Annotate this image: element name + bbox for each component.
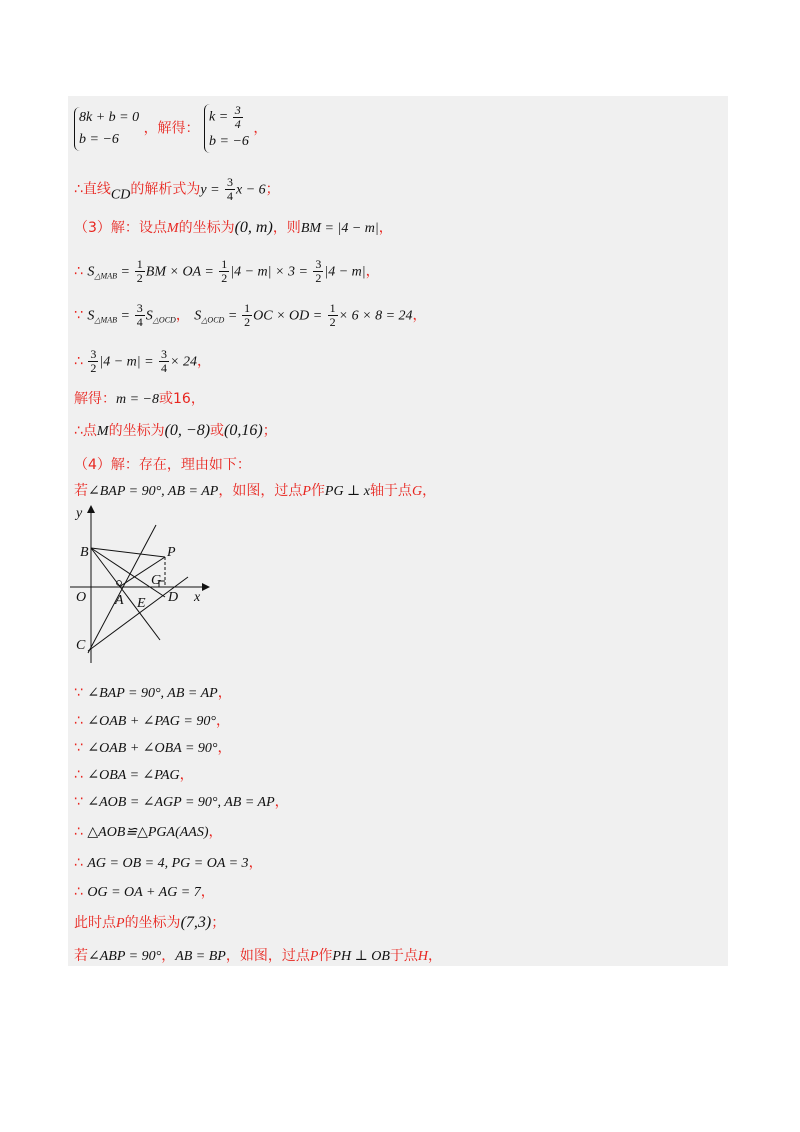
math: S — [87, 308, 95, 324]
therefore-symbol: ∴ — [74, 855, 83, 871]
equation-m-line — [74, 348, 211, 375]
math: ∠OBA = ∠PAG — [87, 768, 180, 783]
math: OC × OD = — [253, 308, 323, 324]
math: m = −8 — [116, 392, 160, 407]
fraction: $\frac{1}{2}$ — [221, 257, 228, 285]
math: |4 − m| = — [99, 354, 154, 370]
math: G — [411, 484, 423, 499]
fraction: $\frac{3}{4}$ — [227, 175, 233, 203]
label-a: A — [115, 593, 124, 608]
subscript: △OCD — [201, 315, 225, 325]
math: OG = OA + AG = 7 — [87, 885, 201, 900]
text: 的解析式为 — [130, 181, 201, 198]
part-4-line — [74, 455, 251, 475]
subscript: △MAB — [94, 315, 117, 325]
fraction: $\frac{3}{2}$ — [90, 347, 97, 375]
solution-system — [204, 104, 249, 153]
area-mab-line — [74, 258, 380, 287]
therefore-symbol: ∴ — [74, 824, 83, 840]
because-symbol: ∵ — [74, 740, 83, 756]
therefore-symbol: ∴ — [74, 713, 83, 729]
math: |4 − m| × 3 = — [230, 264, 308, 280]
math: CD — [110, 187, 131, 203]
therefore-symbol: ∴ — [74, 263, 83, 280]
point-p-coords-line — [74, 913, 225, 934]
proof-line — [74, 853, 263, 874]
math: AG = OB = 4, PG = OA = 3 — [87, 856, 249, 871]
label-d: D — [168, 590, 179, 605]
because-symbol: ∵ — [74, 794, 83, 810]
math: (0,16) — [224, 422, 263, 439]
math: (0, −8) — [164, 422, 211, 439]
label-g: G — [151, 573, 162, 588]
math: ∠ABP = 90° — [88, 949, 162, 964]
part-3-line — [74, 218, 393, 239]
math: ∠OAB + ∠PAG = 90° — [87, 714, 216, 729]
label-x: x — [194, 590, 201, 605]
math: BM × OA = — [145, 264, 214, 280]
punct: ， — [217, 740, 232, 756]
text: 若 — [74, 483, 88, 499]
text: ，则 — [272, 220, 301, 236]
punct: ； — [211, 915, 226, 931]
text: （3）解：设点 — [74, 220, 167, 236]
equation-1: 8k + b = 0 — [79, 109, 140, 125]
text: ，如图，过点 — [218, 483, 303, 499]
math: H — [417, 949, 429, 964]
punct: ， — [248, 855, 263, 871]
punct: ， — [161, 948, 176, 964]
proof-line — [74, 792, 289, 813]
proof-line — [74, 765, 194, 786]
subscript: △OCD — [152, 315, 176, 325]
equation-system — [74, 107, 139, 151]
proof-line — [74, 711, 230, 732]
text: 或 — [159, 391, 174, 407]
label-p: P — [167, 545, 176, 560]
therefore-symbol: ∴ — [74, 767, 83, 783]
math: × 24 — [170, 354, 197, 370]
area-ocd-line — [74, 302, 427, 331]
fraction: $\frac{3}{4}$ — [161, 347, 168, 375]
case-2-line — [74, 946, 442, 967]
fraction: $\frac{1}{2}$ — [244, 301, 251, 329]
text: 或 — [210, 423, 225, 439]
punct: ， — [274, 794, 289, 810]
label-y: y — [76, 506, 83, 521]
punct: ， — [217, 685, 232, 701]
text: 轴于点 — [369, 483, 412, 499]
math: y = — [200, 182, 220, 198]
math: BM = |4 − m| — [300, 221, 379, 236]
k-solution: k = $\frac{3}{4}$ — [209, 103, 241, 131]
math: PH ⊥ OB — [332, 949, 390, 964]
math: △AOB≌△PGA(AAS) — [87, 825, 209, 840]
label-o: O — [76, 590, 87, 605]
geometry-diagram — [70, 503, 220, 663]
text: 解得： — [74, 391, 116, 407]
math: = — [121, 308, 130, 324]
math: S — [145, 308, 153, 324]
math: ∠AOB = ∠AGP = 90°, AB = AP — [87, 795, 275, 810]
line-cd — [88, 577, 188, 651]
punct: ， — [196, 353, 211, 370]
point-m-coords-line — [74, 421, 277, 442]
math: S — [87, 264, 95, 280]
therefore-symbol: ∴ — [74, 353, 83, 370]
punct: ， — [200, 884, 215, 900]
text: 此时点 — [74, 915, 116, 931]
text: ∴点 — [74, 423, 97, 439]
math: P — [302, 484, 311, 499]
math: AB = BP — [175, 949, 226, 964]
b-solution: b = −6 — [209, 134, 249, 149]
punct: ， — [365, 263, 380, 280]
label-e: E — [137, 596, 146, 611]
math: PG ⊥ x — [324, 484, 370, 499]
text: 作 — [318, 948, 333, 964]
punct: ； — [262, 423, 277, 439]
because-symbol: ∵ — [74, 685, 83, 701]
punct: ， — [422, 483, 437, 499]
proof-line — [74, 738, 232, 759]
punct: ， — [378, 220, 393, 236]
math: ∠BAP = 90°, AB = AP — [88, 484, 219, 499]
math: = — [228, 308, 237, 324]
text: 于点 — [389, 948, 418, 964]
line-cd-equation — [74, 176, 280, 206]
math: |4 − m| — [324, 264, 366, 280]
because-symbol: ∵ — [74, 307, 83, 324]
text: 的坐标为 — [124, 915, 181, 931]
fraction: $\frac{3}{2}$ — [315, 257, 322, 285]
text: ∴直线 — [74, 181, 111, 198]
proof-line — [74, 822, 223, 843]
math: P — [116, 916, 125, 931]
case-1-line — [74, 481, 436, 502]
math: M — [96, 424, 109, 439]
text: 16 — [173, 391, 191, 407]
line-be — [91, 548, 160, 640]
math: ∠OAB + ∠OBA = 90° — [87, 741, 218, 756]
text: 的坐标为 — [108, 423, 165, 439]
punct: ； — [265, 181, 280, 198]
text: 若 — [74, 948, 88, 964]
math: (0, m) — [234, 219, 273, 236]
math: M — [166, 221, 179, 236]
fraction: $\frac{1}{2}$ — [329, 301, 336, 329]
math: (7,3) — [180, 914, 212, 931]
punct: ， — [253, 120, 268, 137]
math: = — [121, 264, 130, 280]
label-b: B — [80, 545, 89, 560]
punct: ， — [215, 713, 230, 729]
text: 的坐标为 — [178, 220, 235, 236]
punct: ， — [208, 824, 223, 840]
x-axis-arrow — [202, 583, 210, 591]
solve-label: ，解得： — [143, 120, 200, 137]
subscript: △MAB — [94, 271, 117, 281]
equation-2: b = −6 — [79, 131, 119, 147]
y-axis-arrow — [87, 505, 95, 513]
math: × 6 × 8 = 24 — [338, 308, 413, 324]
punct: ， — [175, 307, 190, 324]
therefore-symbol: ∴ — [74, 884, 83, 900]
fraction: $\frac{1}{2}$ — [136, 257, 143, 285]
proof-line — [74, 683, 232, 704]
math: x − 6 — [236, 182, 266, 198]
label-c: C — [76, 638, 86, 653]
punct: ， — [179, 767, 194, 783]
punct: ， — [428, 948, 443, 964]
text: ，如图，过点 — [225, 948, 310, 964]
punct: ， — [190, 391, 205, 407]
solution-m-line — [74, 389, 205, 410]
fraction: $\frac{3}{4}$ — [136, 301, 143, 329]
math: P — [309, 949, 319, 964]
proof-line — [74, 882, 215, 903]
equation-system-line — [74, 104, 267, 153]
math: ∠BAP = 90°, AB = AP — [87, 686, 218, 701]
math: S — [194, 308, 202, 324]
text: （4）解：存在，理由如下： — [74, 457, 251, 473]
text: 作 — [310, 483, 325, 499]
punct: ， — [412, 307, 427, 324]
